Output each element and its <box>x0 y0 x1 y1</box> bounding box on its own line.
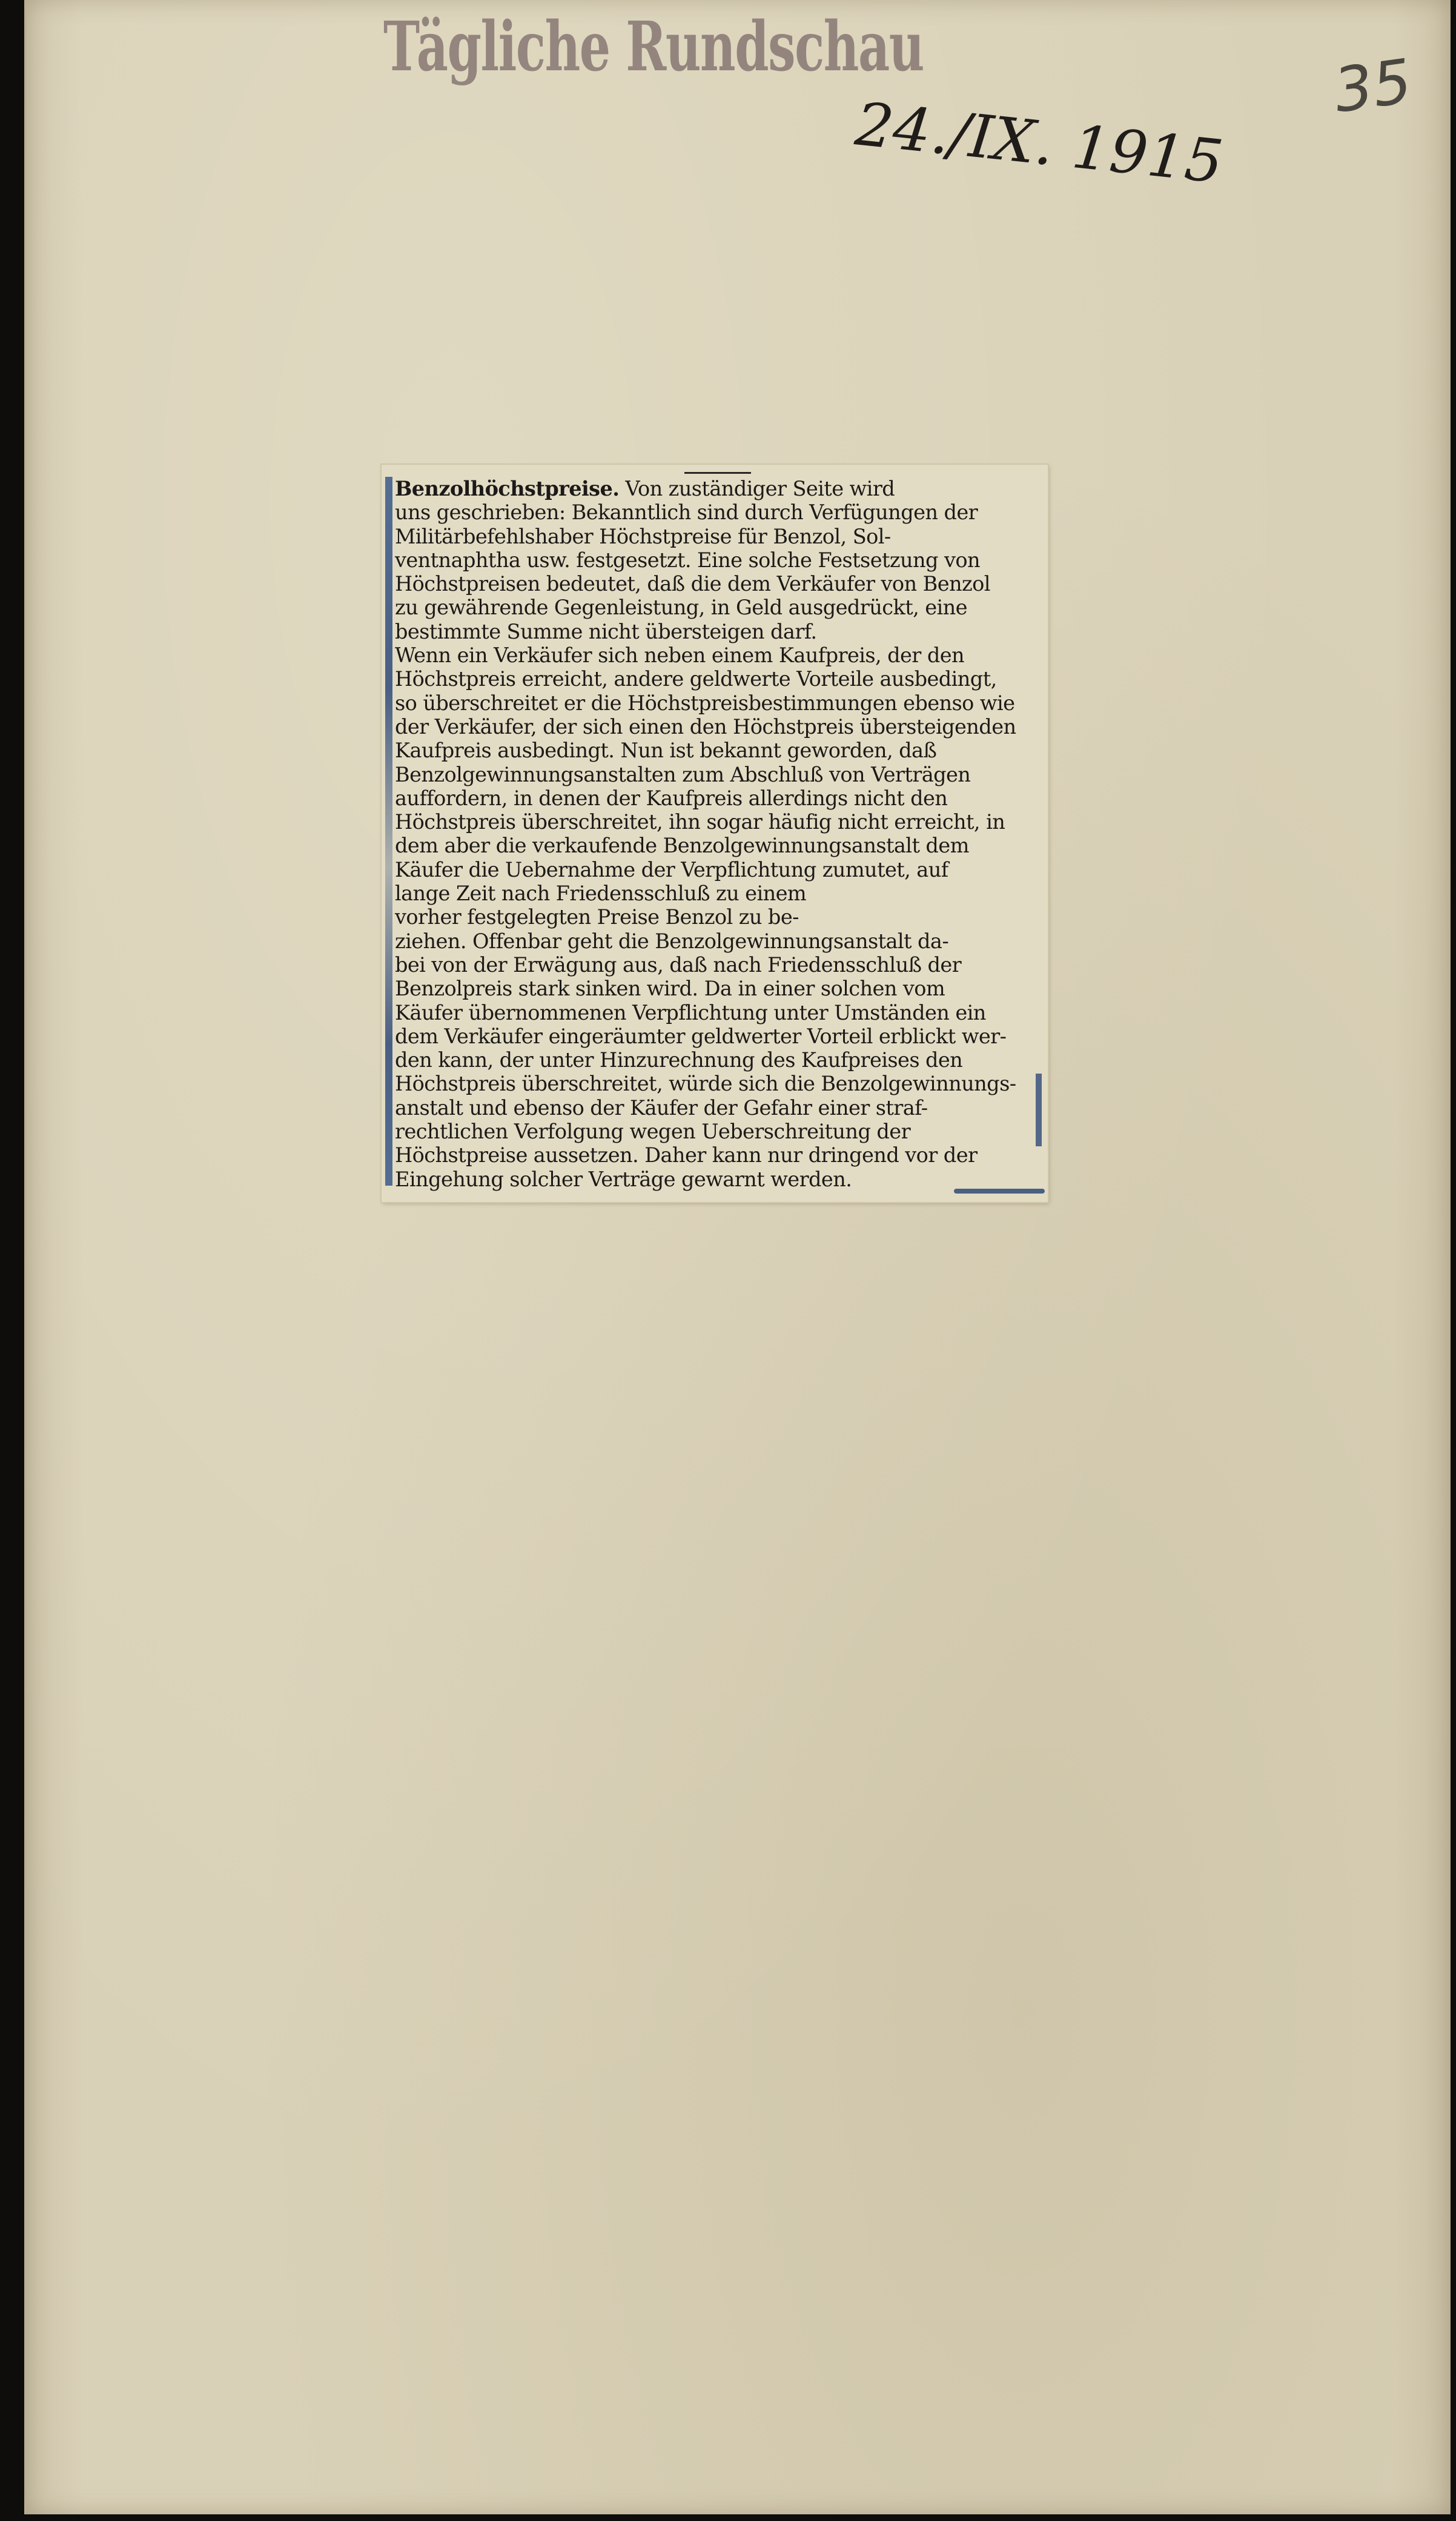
article-line: ziehen. Offenbar geht die Benzolgewinnungsanstalt da- <box>395 929 949 953</box>
article-line: lange Zeit nach Friedensschluß zu einem <box>395 882 807 906</box>
article-line: den kann, der unter Hinzurechnung des Kaufpreises den <box>395 1048 963 1072</box>
article-line: bestimmte Summe nicht übersteigen darf. <box>395 619 817 643</box>
article-line: anstalt und ebenso der Käufer der Gefahr einer straf- <box>395 1095 928 1120</box>
article-line: Käufer die Uebernahme der Verpflichtung zumutet, auf <box>395 857 948 882</box>
folio-number: 35 <box>1329 45 1416 127</box>
article-line: Höchstpreis erreicht, andere geldwerte Vorteile ausbedingt, <box>395 667 997 691</box>
clipping-top-rule <box>684 472 751 474</box>
article-line: so überschreitet er die Höchstpreisbestimmungen ebenso wie <box>395 691 1015 715</box>
article-line: zu gewährende Gegenleistung, in Geld ausgedrückt, eine <box>395 596 967 620</box>
article-line: Höchstpreisen bedeutet, daß die dem Verkäufer von Benzol <box>395 572 990 596</box>
article-line: Eingehung solcher Verträge gewarnt werden. <box>395 1167 852 1191</box>
article-line: Höchstpreis überschreitet, ihn sogar häufig nicht erreicht, in <box>395 810 1005 834</box>
article-line: rechtlichen Verfolgung wegen Ueberschreitung der <box>395 1120 911 1144</box>
newspaper-masthead: Tägliche Rundschau <box>383 7 924 87</box>
article-line: Käufer übernommenen Verpflichtung unter Umständen ein <box>395 1000 986 1025</box>
article-line: Kaufpreis ausbedingt. Nun ist bekannt geworden, daß <box>395 739 937 763</box>
archive-sheet <box>24 0 1451 2514</box>
article-body <box>395 477 1016 1191</box>
article-line: Von zuständiger Seite wird <box>625 477 895 500</box>
article-line: Höchstpreise aussetzen. Daher kann nur dringend vor der <box>395 1143 978 1167</box>
blue-pencil-margin-mark <box>385 477 392 1186</box>
article-headline: Benzolhöchstpreise. <box>395 476 620 500</box>
article-line: Militärbefehlshaber Höchstpreise für Benzol, Sol- <box>395 524 891 548</box>
article-line: Höchstpreis überschreitet, würde sich die Benzolgewinnungs- <box>395 1072 1016 1096</box>
handwritten-date: 24./IX. 1915 <box>852 90 1226 198</box>
article-line: uns geschrieben: Bekanntlich sind durch Verfügungen der <box>395 500 978 525</box>
article-line: dem aber die verkaufende Benzolgewinnungsanstalt dem <box>395 834 969 858</box>
article-line: Wenn ein Verkäufer sich neben einem Kaufpreis, der den <box>395 643 965 668</box>
newspaper-clipping <box>382 465 1048 1202</box>
article-line: ventnaphtha usw. festgesetzt. Eine solche Festsetzung von <box>395 548 980 572</box>
article-line: auffordern, in denen der Kaufpreis allerdings nicht den <box>395 786 948 810</box>
article-line: Benzolgewinnungsanstalten zum Abschluß von Verträgen <box>395 762 971 786</box>
article-line: der Verkäufer, der sich einen den Höchstpreis übersteigenden <box>395 714 1016 739</box>
article-line: vorher festgelegten Preise Benzol zu be- <box>395 905 799 929</box>
article-line: bei von der Erwägung aus, daß nach Friedensschluß der <box>395 952 962 977</box>
article-line: dem Verkäufer eingeräumter geldwerter Vorteil erblickt wer- <box>395 1024 1007 1048</box>
article-line: Benzolpreis stark sinken wird. Da in einer solchen vom <box>395 977 945 1001</box>
article-text <box>395 477 1037 1192</box>
